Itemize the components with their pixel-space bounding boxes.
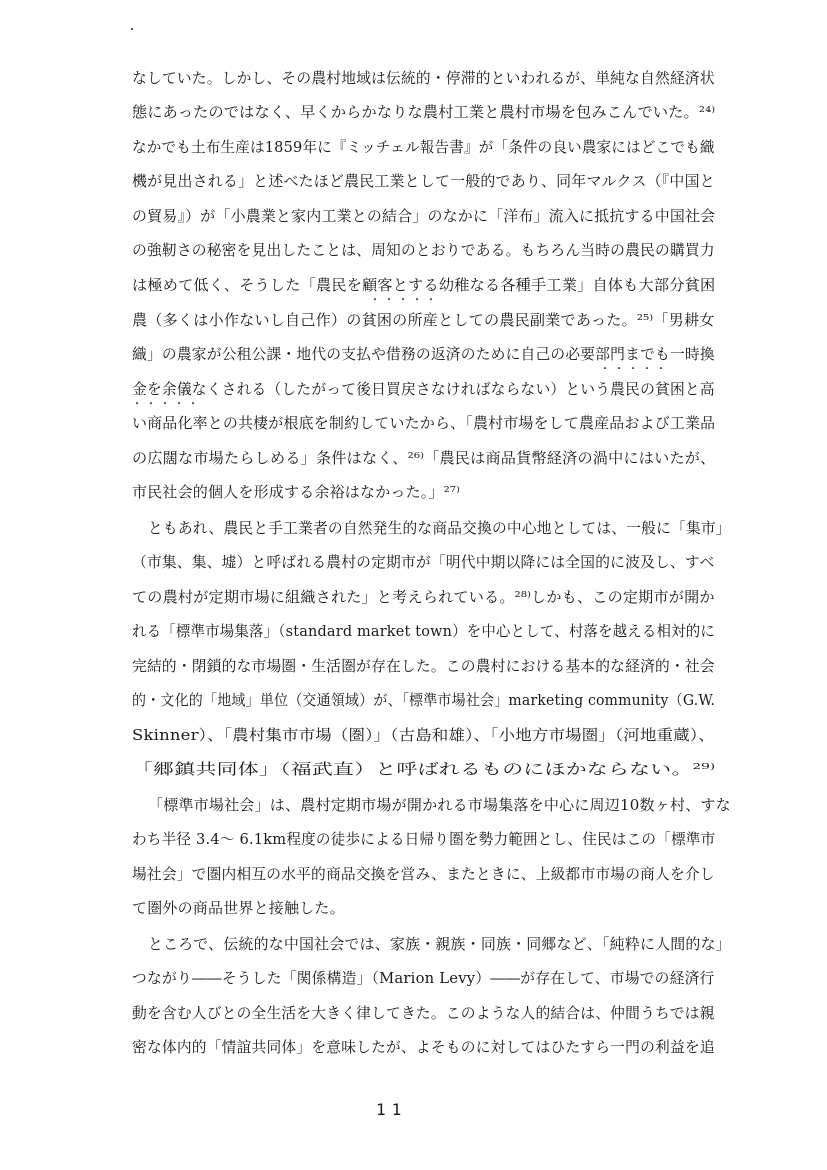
emphasis-dots: ・・・・・ xyxy=(370,295,440,306)
text-line: 動を含む人びとの全生活を大きく律してきた。このような人的結合は、仲間うちでは親 xyxy=(132,1004,715,1022)
text-line: （市集、集、墟）と呼ばれる農村の定期市が「明代中期以降には全国的に波及し、すべ xyxy=(132,553,715,571)
text-line: 「郷鎮共同体」（福武直）と呼ばれるものにほかならない。²⁹⁾ xyxy=(132,760,716,778)
text-line: 織」の農家が公租公課・地代の支払や借務の返済のために自己の必要部門までも一時換 xyxy=(132,345,715,363)
text-line: 密な体内的「情誼共同体」を意味したが、よそものに対してはひたすら一門の利益を追 xyxy=(132,1038,715,1056)
emphasis-dots: ・・・・・ xyxy=(132,399,202,410)
text-line: 金を余儀なくされる（したがって後日買戻さなければならない）という農民の貧困と高 xyxy=(132,380,715,398)
text-line: て圏外の商品世界と接触した。 xyxy=(132,899,345,917)
text-line: 的・文化的「地域」単位（交通領域）が、「標準市場社会」marketing community（G.W. xyxy=(132,691,716,709)
text-line: なしていた。しかし、その農村地域は伝統的・停滞的といわれるが、単純な自然経済状 xyxy=(132,69,715,87)
page-number: 11 xyxy=(376,1100,408,1119)
text-line: い商品化率との共棲が根底を制約していたから、「農村市場をして農産品および工業品 xyxy=(132,414,716,432)
text-line: 機が見出される」と述べたほど農民工業として一般的であり、同年マルクス（『中国と xyxy=(132,172,715,190)
text-line: わち半径 3.4～ 6.1km程度の徒歩による日帰り圏を勢力範囲とし、住民はこの「標準市 xyxy=(132,830,716,848)
text-line: つながり――そうした「関係構造」（Marion Levy）――が存在して、市場での経済行 xyxy=(132,969,715,987)
text-line: れる「標準市場集落」（standard market town）を中心として、村落を越える相対的に xyxy=(132,622,716,640)
text-line: なかでも土布生産は1859年に『ミッチェル報告書』が「条件の良い農家にはどこでも織 xyxy=(132,138,715,156)
text-line: 完結的・閉鎖的な市場圏・生活圏が存在した。この農村における基本的な経済的・社会 xyxy=(132,657,715,675)
text-line: 市民社会的個人を形成する余裕はなかった。」²⁷⁾ xyxy=(132,483,461,501)
text-line: ともあれ、農民と手工業者の自然発生的な商品交換の中心地としては、一般に「集市」 xyxy=(148,519,731,537)
text-line: 「標準市場社会」は、農村定期市場が開かれる市場集落を中心に周辺10数ヶ村、すな xyxy=(148,796,731,814)
text-line: 場社会」で圏内相互の水平的商品交換を営み、またときに、上級都市市場の商人を介し xyxy=(132,865,715,883)
text-line: の広闊な市場たらしめる」条件はなく、²⁶⁾「農民は商品貨幣経済の渦中にはいたが、 xyxy=(132,449,716,467)
text-line: 農（多くは小作ないし自己作）の貧困の所産としての農民副業であった。²⁵⁾「男耕女 xyxy=(132,311,715,329)
text-line: の貿易』）が「小農業と家内工業との結合」のなかに「洋布」流入に抵抗する中国社会 xyxy=(132,207,716,225)
text-line: Skinner）、「農村集市市場（圏）」（古島和雄）、「小地方市場圏」（河地重蔵）、 xyxy=(132,726,715,744)
emphasis-dots: ・・・・・ xyxy=(600,364,670,375)
text-line: は極めて低く、そうした「農民を顧客とする幼稚なる各種手工業」自体も大部分貧困 xyxy=(132,276,716,294)
text-line: ての農村が定期市場に組織された」と考えられている。²⁸⁾しかも、この定期市が開か xyxy=(132,588,715,606)
scan-speck xyxy=(131,28,133,30)
text-line: の強靭さの秘密を見出したことは、周知のとおりである。もちろん当時の農民の購買力 xyxy=(132,241,715,259)
text-line: 態にあったのではなく、早くからかなりな農村工業と農村市場を包みこんでいた。²⁴⁾ xyxy=(132,103,716,121)
text-line: ところで、伝統的な中国社会では、家族・親族・同族・同郷など、「純粋に人間的な」 xyxy=(148,935,731,953)
